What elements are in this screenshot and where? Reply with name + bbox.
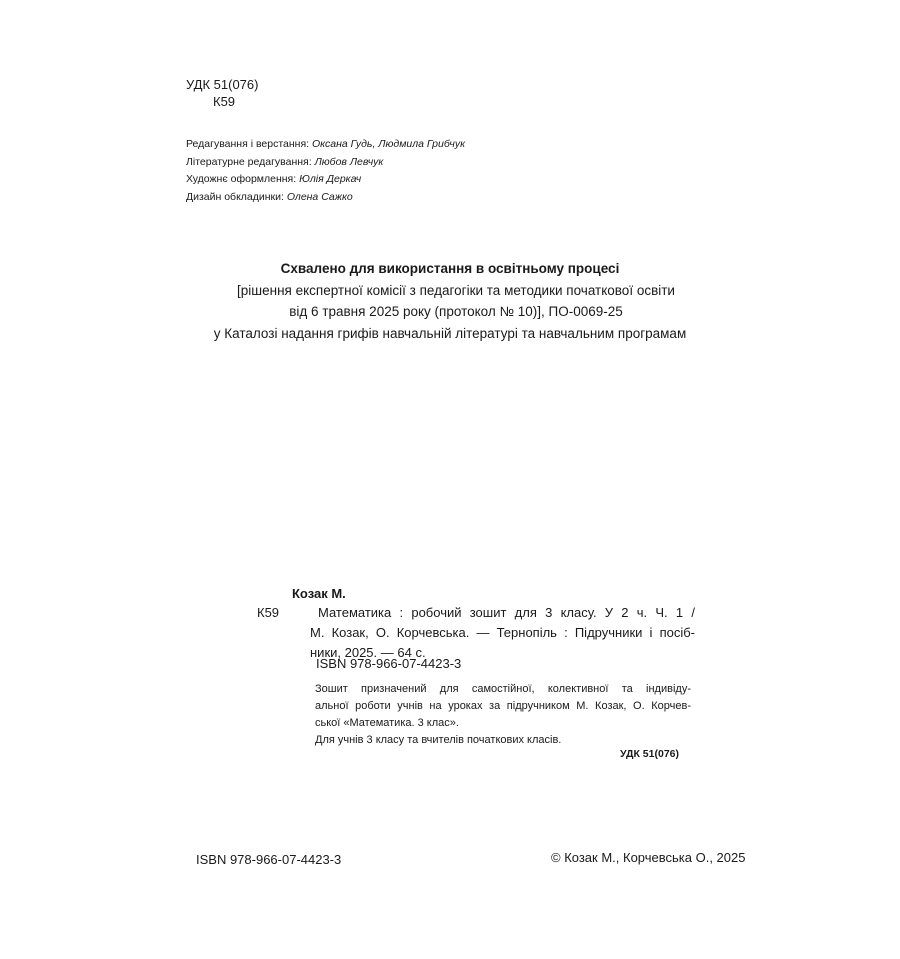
- credit-names: Любов Левчук: [314, 155, 384, 168]
- catalog-code: К59: [213, 94, 236, 109]
- card-udk: УДК 51(076): [620, 748, 679, 760]
- footer-isbn: ISBN 978-966-07-4423-3: [196, 852, 342, 867]
- credit-role: Редагування і верстання:: [186, 138, 310, 150]
- credit-art-design: [186, 171, 465, 189]
- bib-line: Математика : робочий зошит для 3 класу. У 2 ч. Ч. 1 /: [318, 605, 695, 620]
- bib-line: ники, 2025. — 64 с.: [310, 645, 426, 660]
- credit-role: Літературне редагування:: [186, 155, 312, 168]
- audience-line: Для учнів 3 класу та вчителів початкових класів.: [315, 734, 562, 746]
- approval-block: [0, 258, 900, 344]
- credit-names: Оксана Гудь, Людмила Грибчук: [312, 138, 466, 150]
- approval-heading: Схвалено для використання в освітньому процесі: [280, 261, 620, 276]
- credit-editing: [186, 136, 465, 154]
- annotation-line: Зошит призначений для самостійної, колективної та індивіду-: [315, 683, 691, 695]
- card-isbn: ISBN 978-966-07-4423-3: [316, 656, 462, 671]
- approval-line: [рішення експертної комісії з педагогіки та методики початкової освіти: [237, 282, 675, 298]
- credit-names: Олена Сажко: [286, 190, 353, 203]
- credit-cover-design: [186, 189, 465, 207]
- annotation-line: альної роботи учнів на уроках за підручником М. Козак, О. Корчев-: [315, 700, 691, 712]
- bib-line: М. Козак, О. Корчевська. — Тернопіль : Підручники і посіб-: [310, 625, 695, 640]
- card-author: Козак М.: [292, 586, 346, 601]
- approval-line: від 6 травня 2025 року (протокол № 10)], ПО-0069-25: [289, 304, 623, 319]
- credit-literary-editing: [186, 154, 465, 172]
- card-catalog-code: К59: [257, 605, 280, 620]
- credit-role: Дизайн обкладинки:: [186, 190, 284, 203]
- approval-line: у Каталозі надання грифів навчальній літературі та навчальним програмам: [213, 325, 687, 341]
- footer-copyright: © Козак М., Корчевська О., 2025: [551, 850, 746, 865]
- udk-code: УДК 51(076): [186, 77, 259, 92]
- annotation: [315, 681, 691, 749]
- credits-block: [186, 136, 465, 206]
- annotation-line: ської «Математика. 3 клас».: [315, 717, 459, 729]
- credit-names: Юлія Деркач: [299, 173, 362, 185]
- credit-role: Художнє оформлення:: [186, 173, 297, 185]
- bibliographic-description: [310, 603, 695, 663]
